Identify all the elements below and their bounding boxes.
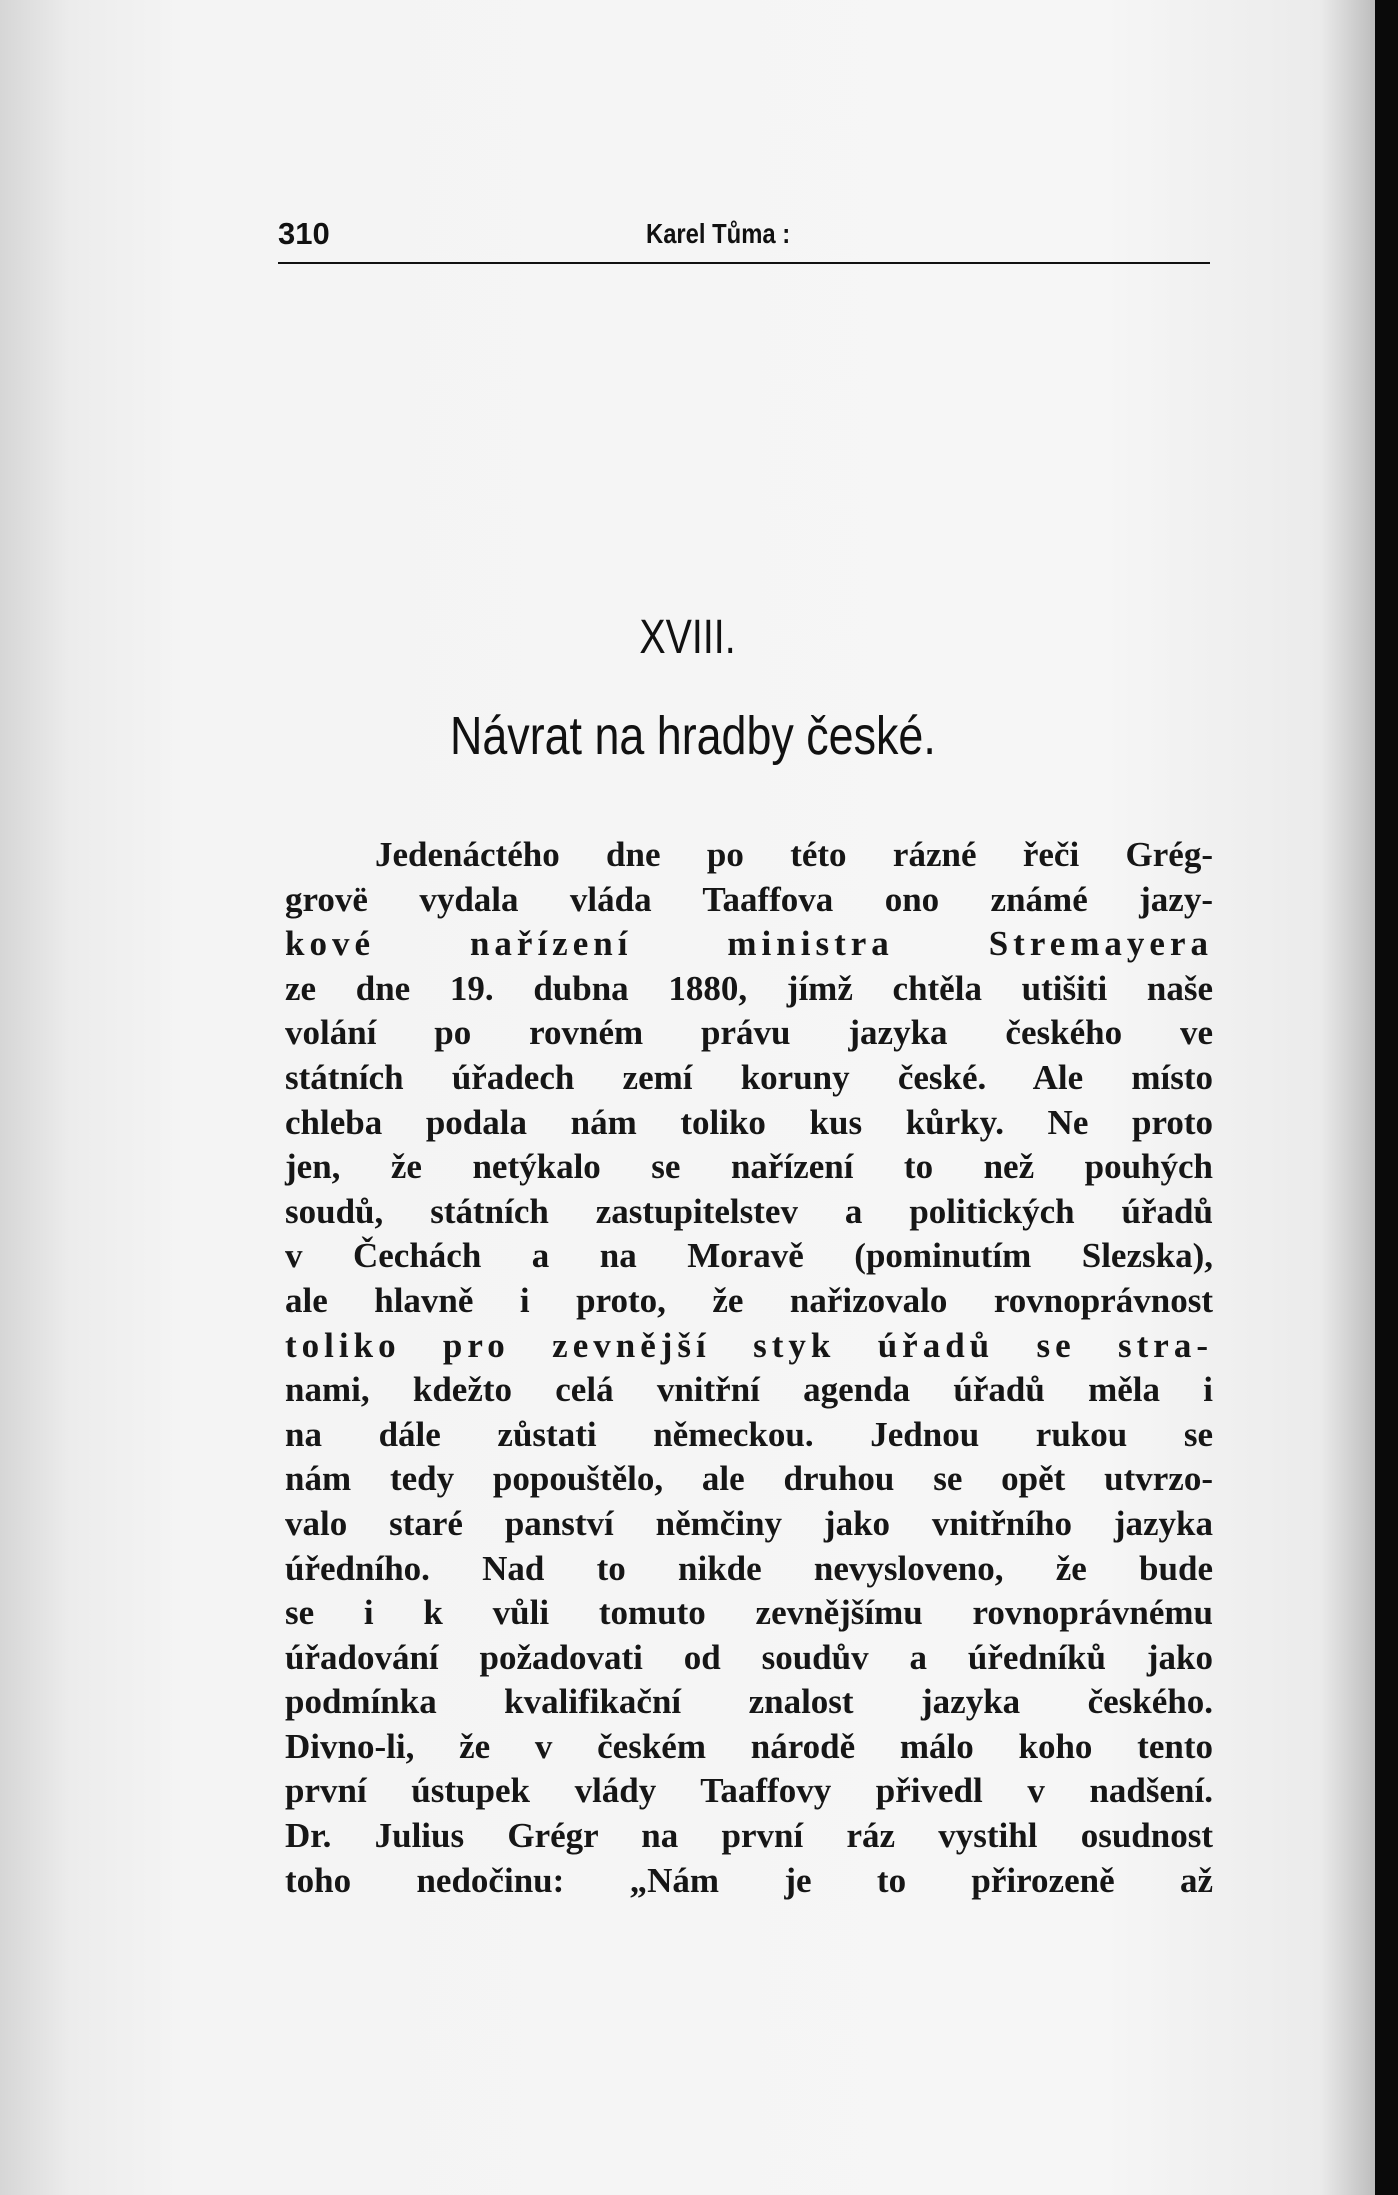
text-line: se i k vůli tomuto zevnějšímu rovnoprávnému: [285, 1593, 1213, 1633]
text-line: první ústupek vlády Taaffovy přivedl v nadšení.: [285, 1771, 1213, 1811]
text-line: Dr. Julius Grégr na první ráz vystihl osudnost: [285, 1816, 1213, 1856]
text-line: ze dne 19. dubna 1880, jímž chtěla utišiti naše: [285, 968, 1213, 1008]
text-line: ale hlavně i proto, že nařizovalo rovnoprávnost: [285, 1280, 1213, 1320]
text-line: nám tedy popouštělo, ale druhou se opět utvrzo-: [285, 1459, 1213, 1499]
text-line: Jedenáctého dne po této rázné řeči Grég-: [375, 835, 1213, 874]
text-line: nami, kdežto celá vnitřní agenda úřadů měla i: [285, 1370, 1213, 1410]
text-line: toliko pro zevnější styk úřadů se stra-: [285, 1325, 1213, 1365]
text-line: toho nedočinu: „Nám je to přirozeně až: [285, 1860, 1213, 1900]
text-line: úředního. Nad to nikde nevysloveno, že bude: [285, 1548, 1213, 1588]
text-line: státních úřadech zemí koruny české. Ale místo: [285, 1057, 1213, 1097]
chapter-title: Návrat na hradby české.: [450, 706, 936, 766]
page-number: 310: [278, 216, 330, 251]
running-title: Karel Tůma :: [646, 218, 791, 249]
text-line: v Čechách a na Moravě (pominutím Slezska),: [285, 1236, 1213, 1276]
text-line: jen, že netýkalo se nařízení to než pouhých: [285, 1147, 1213, 1187]
text-line: úřadování požadovati od soudův a úředníků jako: [285, 1637, 1213, 1677]
text-line: podmínka kvalifikační znalost jazyka českého.: [285, 1682, 1213, 1722]
text-line: chleba podala nám toliko kus kůrky. Ne proto: [285, 1102, 1213, 1142]
text-line: volání po rovném právu jazyka českého ve: [285, 1013, 1213, 1053]
text-line: soudů, státních zastupitelstev a politických úřadů: [285, 1191, 1213, 1231]
chapter-number: XVIII.: [639, 611, 736, 664]
text-line: kové nařízení ministra Stremayera: [285, 924, 1213, 964]
scan-edge: [1375, 0, 1398, 2195]
text-line: valo staré panství němčiny jako vnitřního jazyka: [285, 1503, 1213, 1543]
body-text: [285, 833, 1213, 1903]
running-head: [278, 212, 1210, 264]
text-line: Divno-li, že v českém národě málo koho tento: [285, 1726, 1213, 1766]
text-line: grovë vydala vláda Taaffova ono známé jazy-: [285, 879, 1213, 919]
text-line: na dále zůstati německou. Jednou rukou se: [285, 1414, 1213, 1454]
